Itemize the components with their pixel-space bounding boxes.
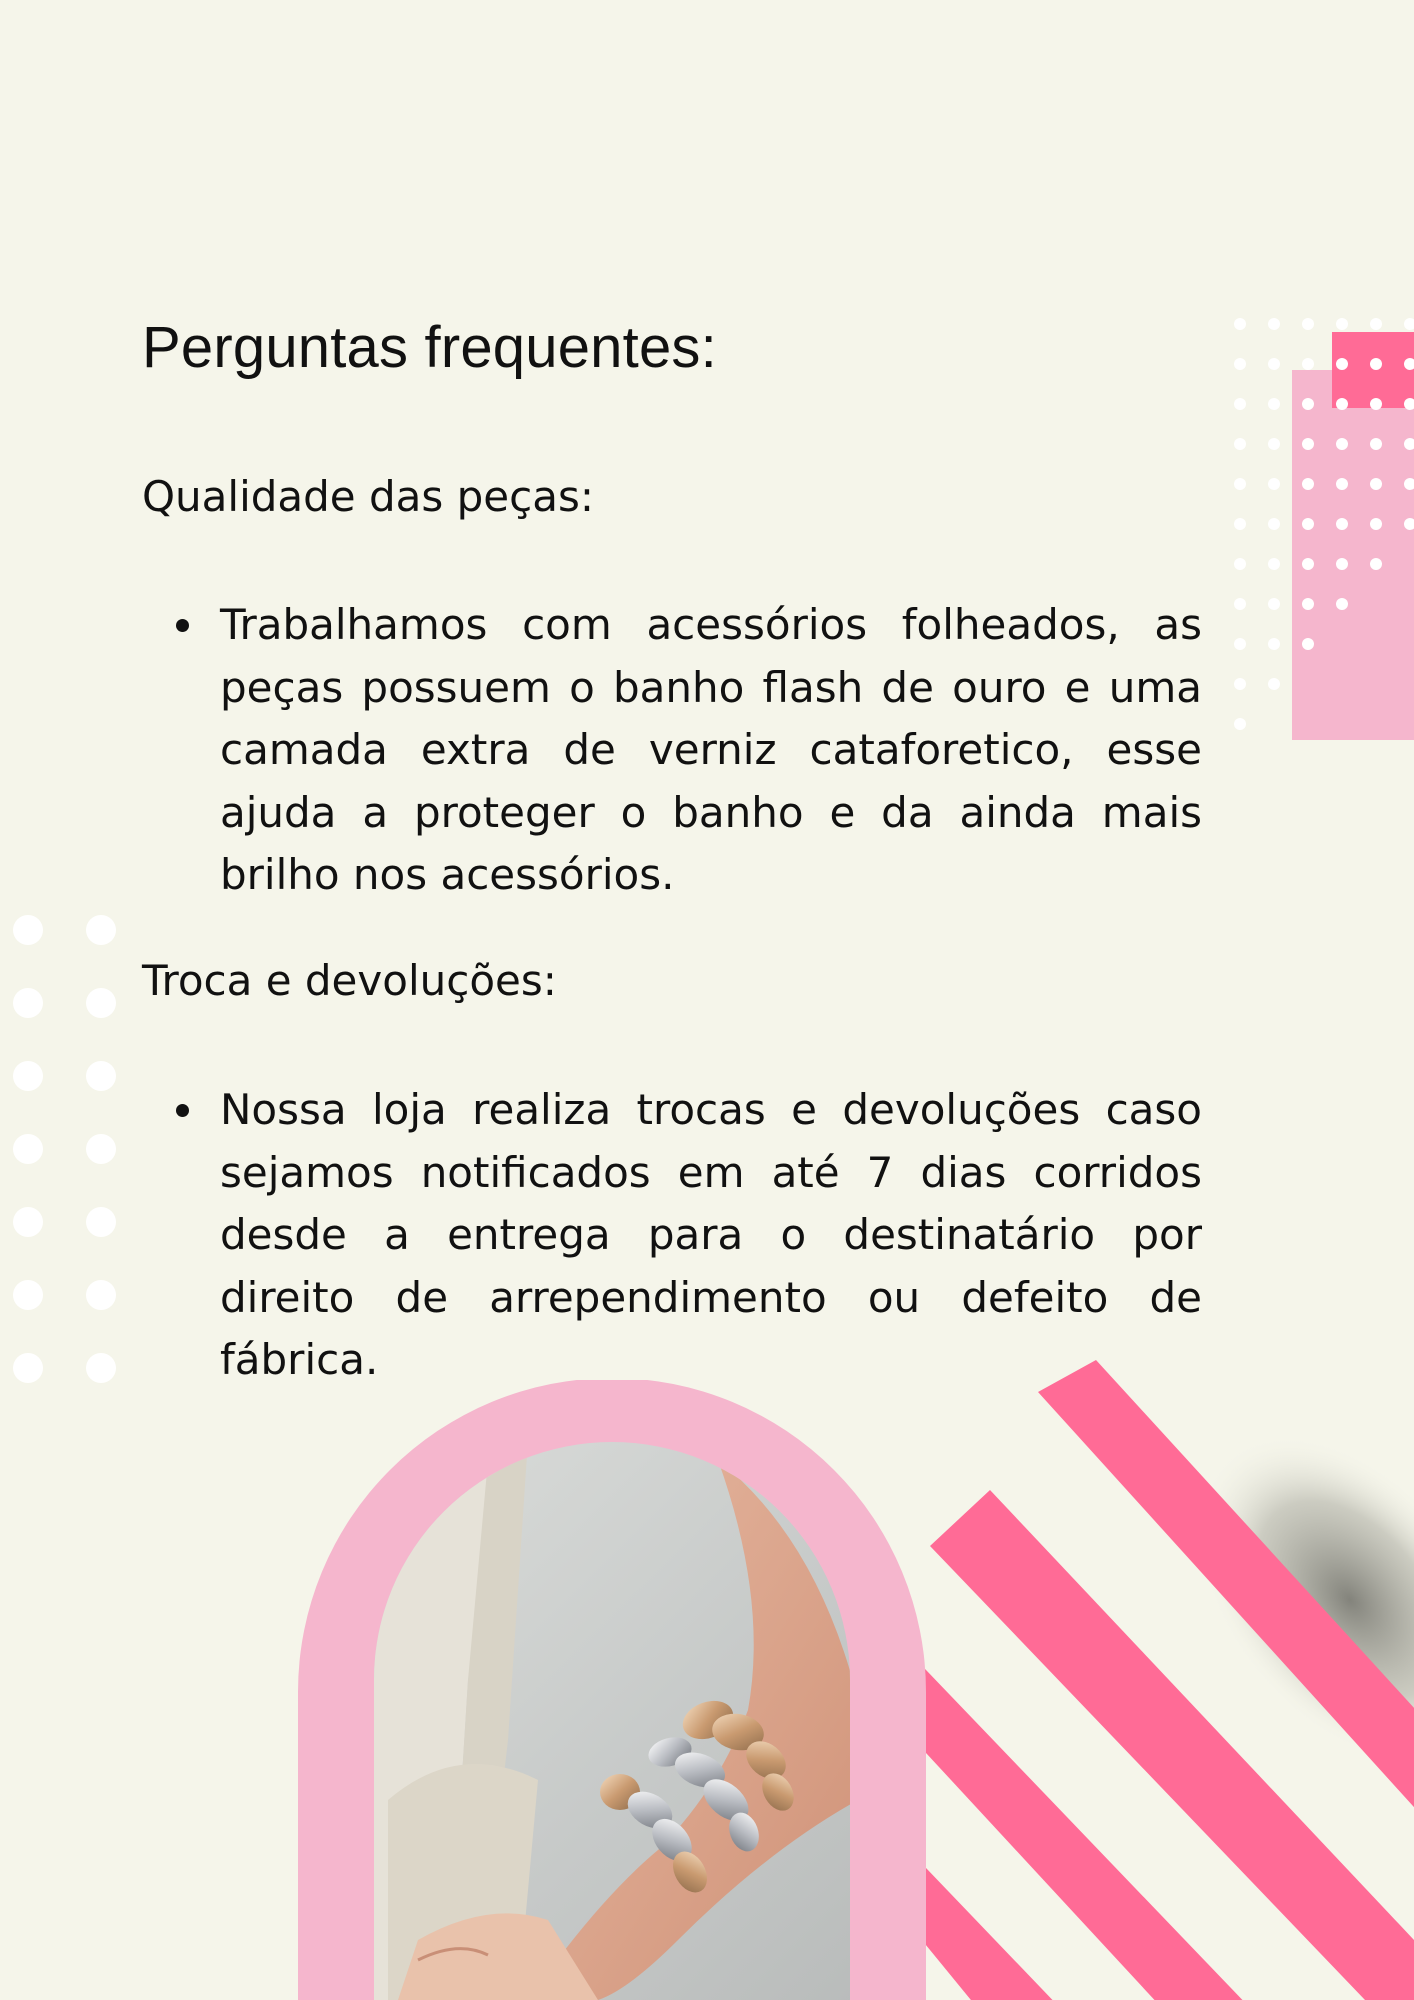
decor-dot [1336, 478, 1348, 490]
decor-dot [1370, 398, 1382, 410]
list-item-quality [220, 594, 1202, 907]
decor-dot [1370, 318, 1382, 330]
decor-dot [1268, 358, 1280, 370]
page-title: Perguntas frequentes: [142, 315, 717, 380]
decor-dot [1268, 678, 1280, 690]
decor-dot [1234, 518, 1246, 530]
decor-dot [1302, 318, 1314, 330]
decor-dot [13, 1134, 43, 1164]
decor-dot [1336, 598, 1348, 610]
decor-dot [1234, 438, 1246, 450]
decor-dot [86, 988, 116, 1018]
decor-dot [86, 1061, 116, 1091]
decor-dot [1268, 438, 1280, 450]
decor-dot [1234, 318, 1246, 330]
decor-dot [1370, 558, 1382, 570]
decor-dot [1268, 398, 1280, 410]
decor-dot [86, 915, 116, 945]
decor-dot [1370, 478, 1382, 490]
decor-dot [86, 1353, 116, 1383]
decor-dot [1268, 598, 1280, 610]
decor-dot [1336, 398, 1348, 410]
decor-dot [1302, 558, 1314, 570]
list-item-returns [220, 1079, 1202, 1392]
decor-dot [1370, 518, 1382, 530]
decor-dot [1234, 358, 1246, 370]
decor-dot [1336, 358, 1348, 370]
decor-dot [1234, 478, 1246, 490]
decor-dot [13, 915, 43, 945]
decor-dot [86, 1134, 116, 1164]
diagonal-stripes-decoration [880, 1360, 1414, 2000]
decor-dot [1302, 478, 1314, 490]
left-dot-column-decoration [0, 900, 130, 1390]
bullet-icon [176, 1104, 189, 1117]
decor-dot [1268, 318, 1280, 330]
decor-dot [1302, 598, 1314, 610]
decor-dot [1302, 638, 1314, 650]
decor-dot [1234, 718, 1246, 730]
decor-dot [1370, 358, 1382, 370]
decor-dot [1234, 638, 1246, 650]
decor-dot [13, 1280, 43, 1310]
decor-dot [1302, 398, 1314, 410]
quality-text: Trabalhamos com acessórios folheados, as peças possuem o banho flash de ouro e uma camada extra de verniz cataforetico, esse ajuda a proteger o banho e da ainda mais brilho nos acessórios. [220, 600, 1202, 899]
decor-dot [1370, 438, 1382, 450]
pink-block-light [1292, 370, 1414, 740]
section-heading-quality: Qualidade das peças: [142, 472, 594, 521]
pink-block-strong [1332, 332, 1414, 408]
decor-dot [1302, 518, 1314, 530]
decor-dot [1268, 518, 1280, 530]
decor-dot [1302, 358, 1314, 370]
decor-dot [1268, 638, 1280, 650]
decor-dot [13, 1353, 43, 1383]
decor-dot [1268, 478, 1280, 490]
decor-dot [1302, 438, 1314, 450]
decor-dot [1234, 398, 1246, 410]
decor-dot [13, 1061, 43, 1091]
decor-dot [86, 1280, 116, 1310]
decor-dot [1268, 558, 1280, 570]
returns-text: Nossa loja realiza trocas e devoluções caso sejamos notificados em até 7 dias corridos desde a entrega para o destinatário por direito de arrependimento ou defeito de fábrica. [220, 1085, 1202, 1384]
decor-dot [1336, 558, 1348, 570]
bullet-icon [176, 619, 189, 632]
decor-dot [1336, 438, 1348, 450]
decor-dot [1404, 318, 1414, 330]
decor-dot [13, 988, 43, 1018]
decor-dot [1234, 598, 1246, 610]
section-heading-returns: Troca e devoluções: [142, 956, 557, 1005]
top-right-decoration [1230, 310, 1414, 740]
decor-dot [13, 1207, 43, 1237]
decor-dot [1234, 558, 1246, 570]
decor-dot [1336, 318, 1348, 330]
decor-dot [86, 1207, 116, 1237]
decor-dot [1234, 678, 1246, 690]
arch-photo-frame [298, 1380, 926, 2000]
decor-dot [1336, 518, 1348, 530]
